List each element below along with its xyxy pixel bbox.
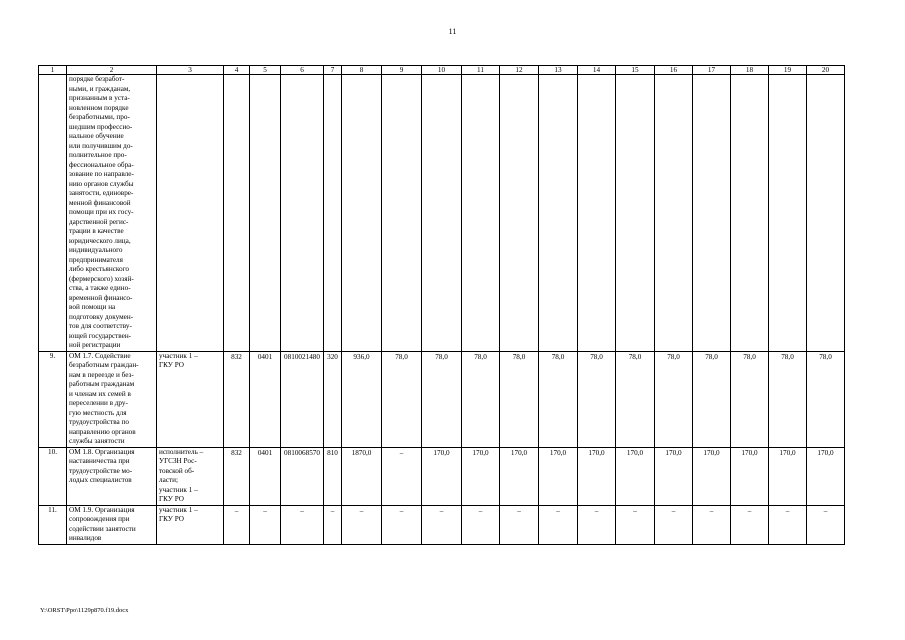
- table-cell: –: [539, 505, 578, 544]
- column-header: 16: [655, 66, 693, 75]
- table-cell: [578, 75, 616, 352]
- table-cell: –: [281, 505, 324, 544]
- table-cell: 170,0: [807, 447, 845, 505]
- column-header: 8: [342, 66, 382, 75]
- column-header: 11: [462, 66, 500, 75]
- executor: участник 1 – ГКУ РО: [157, 505, 224, 544]
- column-header: 1: [39, 66, 67, 75]
- column-header: 4: [224, 66, 250, 75]
- table-cell: 0810021480: [281, 351, 324, 447]
- table-cell: –: [616, 505, 655, 544]
- table-cell: –: [693, 505, 731, 544]
- column-header: 20: [807, 66, 845, 75]
- table-cell: 170,0: [616, 447, 655, 505]
- table-cell: 78,0: [382, 351, 422, 447]
- column-header: 5: [250, 66, 281, 75]
- table-cell: 78,0: [500, 351, 539, 447]
- column-header: 2: [67, 66, 157, 75]
- table-cell: 78,0: [731, 351, 769, 447]
- table-cell: 0401: [250, 447, 281, 505]
- table-cell: –: [462, 505, 500, 544]
- table-cell: 78,0: [693, 351, 731, 447]
- table-cell: 78,0: [655, 351, 693, 447]
- column-header: 3: [157, 66, 224, 75]
- table-cell: 170,0: [500, 447, 539, 505]
- table-cell: –: [731, 505, 769, 544]
- table-cell: –: [382, 505, 422, 544]
- table-cell: 78,0: [539, 351, 578, 447]
- table-cell: [342, 75, 382, 352]
- executor: участник 1 – ГКУ РО: [157, 351, 224, 447]
- table-cell: –: [578, 505, 616, 544]
- table-cell: [281, 75, 324, 352]
- table-row: [39, 505, 845, 544]
- column-header: 13: [539, 66, 578, 75]
- table-row: [39, 447, 845, 505]
- measure-name: ОМ 1.8. Организация наставничества при трудоустройстве мо- лодых специалистов: [67, 447, 157, 505]
- column-header: 17: [693, 66, 731, 75]
- row-number: [39, 75, 67, 352]
- measure-name: ОМ 1.7. Содействие безработным граждан- нам в переезде и без- работным гражданам и членам их семей в переселении в дру- гую местность для трудоустройства по направлению органов службы занятости: [67, 351, 157, 447]
- column-header: 12: [500, 66, 539, 75]
- executor: [157, 75, 224, 352]
- executor: исполнитель – УГСЗН Рос- товской об- ласти; участник 1 – ГКУ РО: [157, 447, 224, 505]
- column-header: 19: [769, 66, 807, 75]
- table-cell: –: [769, 505, 807, 544]
- table-cell: –: [655, 505, 693, 544]
- table-cell: –: [807, 505, 845, 544]
- table-cell: [224, 75, 250, 352]
- measure-name: порядке безработ- ными, и гражданам, признанным в уста- новленном порядке безработными, про- шедшим профессио- нальное обучение или получившим до- полнительное про- фессиональное обра- зование по направле- нию органов службы занятости, единовре- менной финансовой помощи при их госу- дарственной регис- трации в качестве юридического лица, индивидуального предпринимателя либо крестьянского (фермерского) хозяй- ства, а также едино- временной финансо- вой помощи на подготовку докумен- тов для соответству- ющей государствен- ной регистрации: [67, 75, 157, 352]
- table-cell: 78,0: [769, 351, 807, 447]
- header-row: [39, 66, 845, 75]
- table-cell: [769, 75, 807, 352]
- table-cell: –: [324, 505, 342, 544]
- table-cell: 1870,0: [342, 447, 382, 505]
- column-header: 6: [281, 66, 324, 75]
- table-cell: 936,0: [342, 351, 382, 447]
- table-cell: [462, 75, 500, 352]
- table-cell: –: [224, 505, 250, 544]
- table-cell: [655, 75, 693, 352]
- table-cell: [324, 75, 342, 352]
- table-cell: [539, 75, 578, 352]
- table-cell: 170,0: [693, 447, 731, 505]
- table-cell: [250, 75, 281, 352]
- row-number: 11.: [39, 505, 67, 544]
- table-cell: 78,0: [807, 351, 845, 447]
- table-cell: [693, 75, 731, 352]
- table-cell: 170,0: [539, 447, 578, 505]
- row-number: 9.: [39, 351, 67, 447]
- table-cell: 78,0: [462, 351, 500, 447]
- table-cell: 170,0: [655, 447, 693, 505]
- table-cell: 170,0: [422, 447, 462, 505]
- table-cell: [731, 75, 769, 352]
- table-cell: –: [342, 505, 382, 544]
- table-cell: [500, 75, 539, 352]
- table-cell: 170,0: [462, 447, 500, 505]
- table-cell: 832: [224, 351, 250, 447]
- table-cell: –: [250, 505, 281, 544]
- row-number: 10.: [39, 447, 67, 505]
- table-cell: [616, 75, 655, 352]
- table-row: [39, 75, 845, 352]
- column-header: 9: [382, 66, 422, 75]
- table-cell: 78,0: [422, 351, 462, 447]
- table-cell: 0810068570: [281, 447, 324, 505]
- table-cell: 170,0: [769, 447, 807, 505]
- column-header: 18: [731, 66, 769, 75]
- table-cell: 832: [224, 447, 250, 505]
- table-cell: [382, 75, 422, 352]
- table-row: [39, 351, 845, 447]
- table-cell: [422, 75, 462, 352]
- file-path-footer: Y:\ORST\Ppo\1129p870.f19.docx: [40, 607, 129, 614]
- table-cell: 170,0: [731, 447, 769, 505]
- table-cell: –: [382, 447, 422, 505]
- table-cell: 78,0: [578, 351, 616, 447]
- table-cell: [807, 75, 845, 352]
- table-cell: 810: [324, 447, 342, 505]
- column-header: 15: [616, 66, 655, 75]
- table-cell: 320: [324, 351, 342, 447]
- budget-table: [38, 65, 845, 545]
- column-header: 14: [578, 66, 616, 75]
- measure-name: ОМ 1.9. Организация сопровождения при содействии занятости инвалидов: [67, 505, 157, 544]
- column-header: 7: [324, 66, 342, 75]
- table-cell: 78,0: [616, 351, 655, 447]
- table-cell: –: [422, 505, 462, 544]
- table-cell: 170,0: [578, 447, 616, 505]
- table-cell: –: [500, 505, 539, 544]
- page-number: 11: [448, 27, 457, 36]
- table-cell: 0401: [250, 351, 281, 447]
- column-header: 10: [422, 66, 462, 75]
